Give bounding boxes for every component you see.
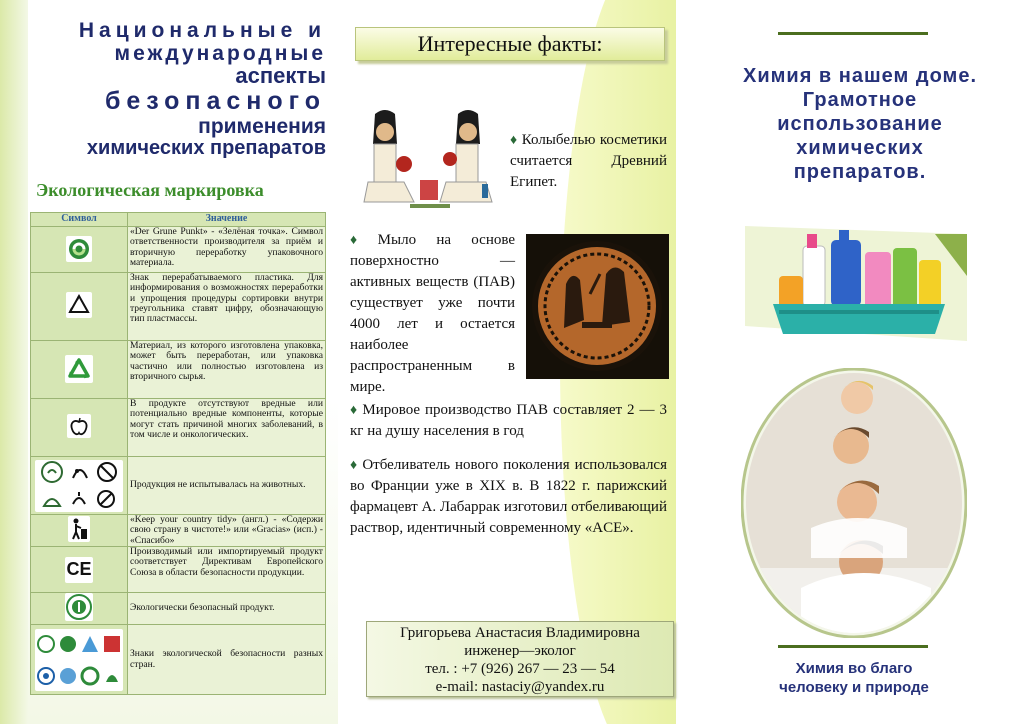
green-dot-icon	[66, 236, 92, 262]
meaning-cell: Знак перерабатываемого пластика. Для информирования о возможностях переработки и упрощения процедуры сортировки внутри треугольника ставят цифру, обозначающую тип пластмассы.	[128, 273, 326, 341]
symbol-cell	[31, 341, 128, 399]
table-row	[31, 399, 326, 457]
eco-marking-table	[30, 212, 326, 695]
brochure-title-line-4: химических	[796, 137, 924, 159]
fact-text: Отбеливатель нового поколения использовался во Франции уже в XIX в. В 1822 г. парижский фармацевт А. Лабаррак изготовил отбеливающий раствор, идентичный современному «ACE».	[350, 457, 667, 536]
left-title-line-1: Национальные и	[78, 19, 326, 42]
fact-item	[350, 455, 667, 539]
fact-item	[350, 400, 667, 442]
meaning-text: Знаки экологической безопасности разных стран.	[130, 648, 323, 670]
meaning-cell	[128, 593, 326, 625]
fact-item	[510, 130, 667, 193]
brochure-title-line-1: Химия в нашем доме.	[742, 65, 977, 87]
table-row	[31, 273, 326, 341]
left-title-line-5: применения	[198, 115, 326, 138]
recycle-triangle-icon	[66, 292, 92, 318]
family-photo	[741, 368, 967, 638]
table-header-row	[31, 213, 326, 227]
table-row	[31, 593, 326, 625]
left-title-line-3: аспекты	[235, 63, 326, 88]
symbol-cell	[31, 593, 128, 625]
greek-vase-illustration	[526, 234, 669, 379]
cleaning-products-photo	[745, 226, 967, 341]
column-header-symbol: Символ	[31, 213, 128, 227]
table-row	[31, 625, 326, 695]
contact-name: Григорьева Анастасия Владимировна	[400, 625, 640, 641]
brochure-title	[700, 64, 1020, 184]
brochure-title-line-2: Грамотное	[802, 89, 918, 111]
symbol-cell	[31, 399, 128, 457]
meaning-cell	[128, 625, 326, 695]
meaning-cell	[128, 457, 326, 515]
contact-phone[interactable]: тел. : +7 (926) 267 — 23 — 54	[425, 661, 615, 677]
meaning-cell: В продукте отсутствуют вредные или потенциально вредные компоненты, которые могут стать причиной многих заболеваний, в том числе и онкологических.	[128, 399, 326, 457]
mobius-loop-icon	[65, 355, 93, 383]
left-panel-strip	[0, 0, 28, 724]
diamond-bullet-icon: ♦	[510, 133, 518, 148]
meaning-text: Экологически безопасный продукт.	[130, 602, 275, 614]
eco-marking-heading: Экологическая маркировка	[36, 180, 264, 200]
fact-text: Колыбелью косметики считается Древний Египет.	[510, 132, 667, 190]
symbol-cell	[31, 547, 128, 593]
brochure-title-line-5: препаратов.	[793, 161, 927, 183]
bottom-divider	[778, 645, 928, 648]
top-divider	[778, 32, 928, 35]
fact-text: Мировое производство ПАВ составляет 2 — 3 кг на душу населения в год	[350, 402, 667, 439]
meaning-text: Продукция не испытывалась на животных.	[130, 479, 306, 491]
diamond-bullet-icon: ♦	[350, 233, 374, 248]
tidy-man-icon	[68, 516, 90, 542]
table-row	[31, 227, 326, 273]
brochure-title-line-3: использование	[777, 113, 943, 135]
left-title-line-4: безопасного	[104, 87, 326, 115]
symbol-cell	[31, 227, 128, 273]
cruelty-free-icon	[35, 460, 123, 512]
eco-safe-icon	[65, 593, 93, 621]
slogan-line-2: человеку и природе	[779, 679, 929, 696]
column-header-meaning: Значение	[128, 213, 326, 227]
contact-box	[366, 621, 674, 697]
fact-text: Мыло на основе поверхностно — активных веществ (ПАВ) существует уже почти 4000 лет и остается наиболее распространенным в мире.	[350, 232, 515, 395]
table-row	[31, 515, 326, 547]
contact-role: инженер—эколог	[464, 643, 576, 659]
meaning-cell: «Keep your country tidy» (англ.) - «Содержи свою страну в чистоте!» или «Gracias» (исп.) - «Спасибо»	[128, 515, 326, 547]
fact-item	[350, 230, 515, 398]
diamond-bullet-icon: ♦	[350, 403, 359, 418]
meaning-cell: Материал, из которого изготовлена упаковка, может быть переработан, или упаковка частично или полностью изготовлена из вторичного сырья.	[128, 341, 326, 399]
egyptian-women-illustration	[350, 104, 506, 216]
contact-email[interactable]: e-mail: nastaciy@yandex.ru	[435, 679, 605, 695]
slogan-line-1: Химия во благо	[795, 660, 913, 677]
meaning-cell: «Der Grune Punkt» - «Зелёная точка». Символ ответственности производителя за приём и вторичную переработку упаковочного материала.	[128, 227, 326, 273]
apple-icon	[67, 414, 91, 438]
left-title-line-6: химических препаратов	[86, 137, 326, 159]
left-title-line-2: международные	[114, 42, 326, 65]
symbol-cell	[31, 515, 128, 547]
diamond-bullet-icon: ♦	[350, 458, 359, 473]
table-row	[31, 341, 326, 399]
symbol-cell	[31, 273, 128, 341]
symbol-cell	[31, 625, 128, 695]
ce-mark-icon: CE	[65, 557, 93, 583]
slogan	[740, 659, 968, 697]
ecolabels-icon	[35, 629, 123, 691]
table-row	[31, 547, 326, 593]
facts-banner: Интересные факты:	[355, 27, 665, 61]
meaning-cell: Производимый или импортируемый продукт соответствует Директивам Европейского Союза в области безопасности продукции.	[128, 547, 326, 593]
table-row	[31, 457, 326, 515]
left-title	[36, 20, 326, 158]
symbol-cell	[31, 457, 128, 515]
